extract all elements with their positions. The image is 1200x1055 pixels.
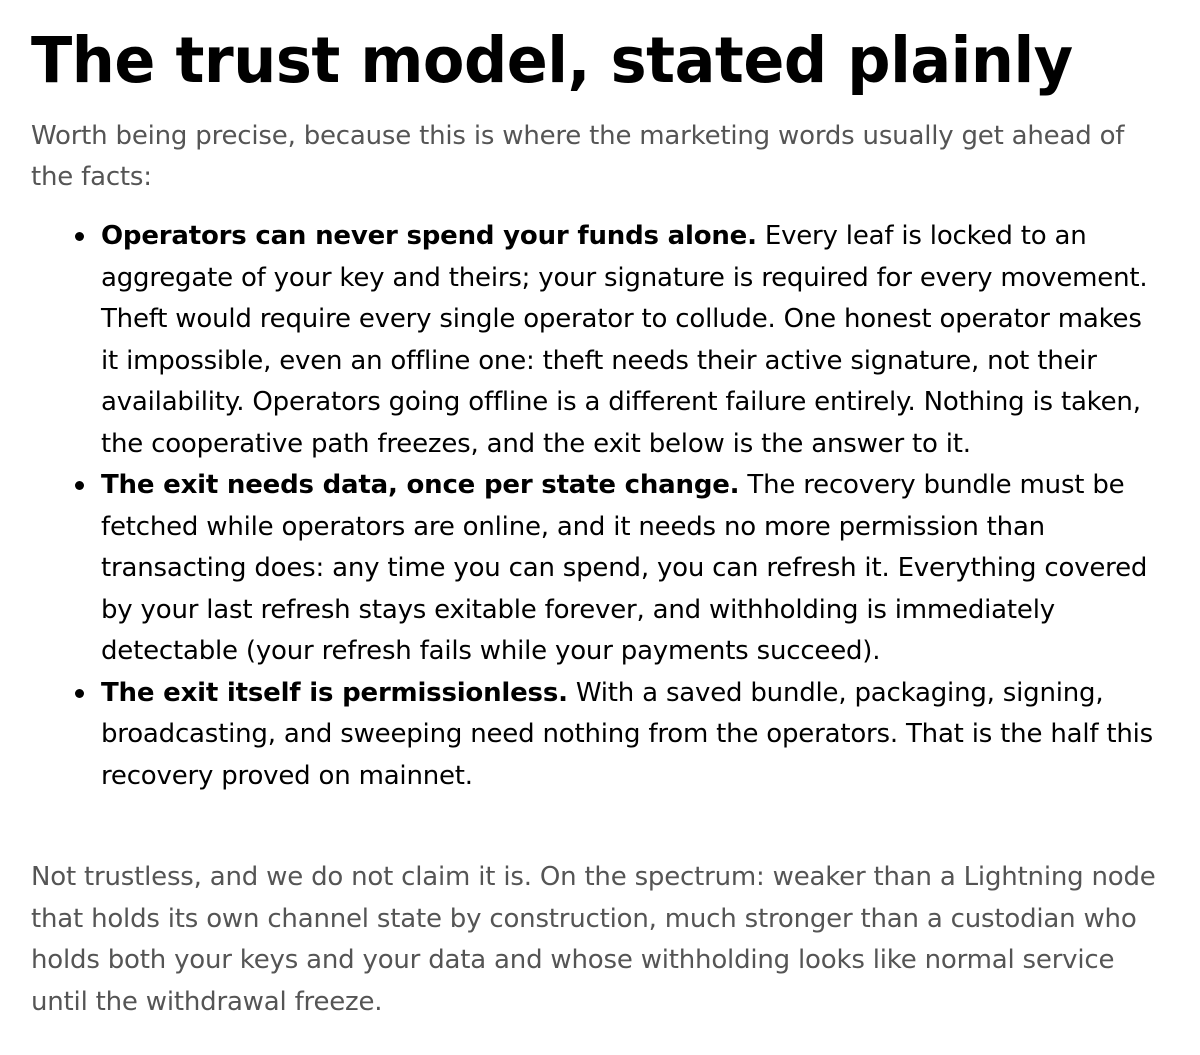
closing-paragraph: Not trustless, and we do not claim it is. On the spectrum: weaker than a Lightning node that holds its own channel state by construction, much stronger than a custodian who holds both your keys and your data and whose withholding looks like normal service until the withdrawal freeze. (31, 862, 1156, 1017)
list-item-lead: The exit itself is permissionless. (101, 677, 568, 708)
bullet-icon (75, 689, 84, 698)
list-item-lead: The exit needs data, once per state change. (101, 470, 740, 500)
list-item-lead: Operators can never spend your funds alone. (101, 221, 757, 251)
bullet-icon (75, 481, 84, 490)
list-item-body: The recovery bundle must be fetched while operators are online, and it needs no more permission than transacting does: any time you can spend, you can refresh it. Everything covered by your last refresh stays exitable forever, and withholding is immediately detectable (your refresh fails while your payments succeed). (101, 470, 1148, 666)
trust-points-list (31, 216, 1161, 797)
list-item (101, 673, 1161, 798)
list-item (101, 216, 1161, 465)
page-title: The trust model, stated plainly (31, 24, 1073, 97)
bullet-icon (75, 232, 84, 241)
list-item (101, 465, 1161, 673)
list-item-body: Every leaf is locked to an aggregate of your key and theirs; your signature is required for every movement. Theft would require every single operator to collude. One honest operator makes it impossible, even an offline one: theft needs their active signature, not their availability. Operators going offline is a different failure entirely. Nothing is taken, the cooperative path freezes, and the exit below is the answer to it. (101, 221, 1148, 459)
intro-paragraph: Worth being precise, because this is where the marketing words usually get ahead of the facts: (31, 121, 1125, 192)
list-item-body: With a saved bundle, packaging, signing, broadcasting, and sweeping need nothing from the operators. That is the half this recovery proved on mainnet. (101, 677, 1154, 791)
